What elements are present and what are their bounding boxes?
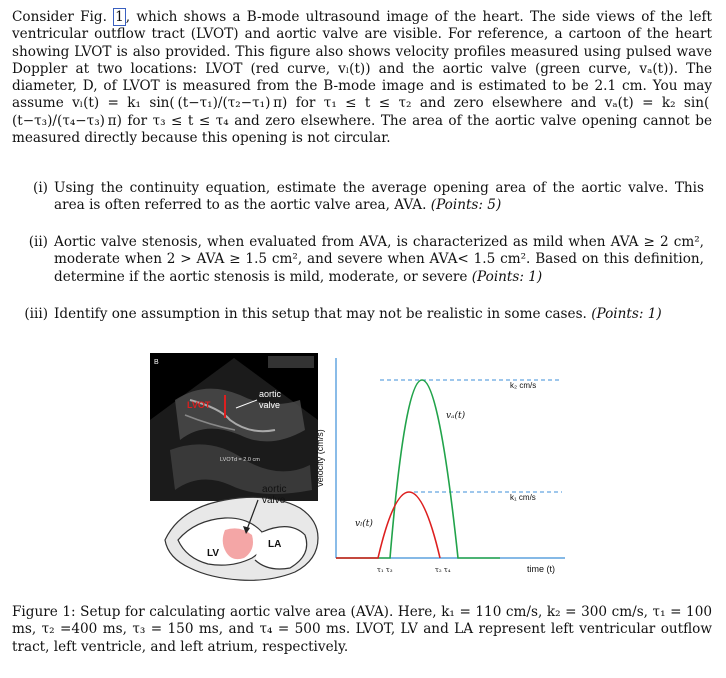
tick-tau2-tau4: τ₂ τ₄ [435,566,451,574]
lvot-label: LVOT [187,400,211,410]
question-number: (ii) [28,234,48,250]
vl-label: vₗ(t) [355,519,373,529]
cartoon-aortic-valve-label: aortic valve [262,484,287,506]
figure-1 [0,340,726,590]
question-points: (Points: 1) [471,268,543,285]
question-text: Identify one assumption in this setup that may not be realistic in some cases. (Points: 1) [54,306,662,322]
question-text: Using the continuity equation, estimate the average opening area of the aortic valve. This area is often referred to as the aortic valve area, AVA. (Points: 5) [54,180,704,214]
question-number: (iii) [24,306,48,322]
cartoon-lv-label: LV [207,548,220,559]
intro-text-body: , which shows a B-mode ultrasound image of the heart. The side views of the left ventricular outflow tract (LVOT) and aortic valve are visible. For reference, a cartoon of the heart showing LVOT is also provided. This figure also shows velocity profiles measured using pulsed wave Doppler at two locations: LVOT (red curve, vₗ(t)) and the aortic valve (green curve, vₐ(t)). The diameter, D, of LVOT is measured from the B-mode image and is estimated to be 2.1 cm. You may assume vₗ(t) = k₁ sin( (t−τ₁)/(τ₂−τ₁) π) for τ₁ ≤ t ≤ τ₂ and zero elsewhere and vₐ(t) = k₂ sin( (t−τ₃)/(τ₄−τ₃) π) for τ₃ ≤ t ≤ τ₄ and zero elsewhere. The area of the aortic valve opening cannot be measured directly because this opening is not circular. [12,9,712,147]
question-iii [20,306,704,323]
question-number: (i) [33,180,48,196]
question-i [20,180,704,215]
va-curve [336,380,500,558]
k2-label: k₂ cm/s [510,381,537,390]
va-label: vₐ(t) [446,411,466,421]
x-axis-label: time (t) [527,564,555,574]
question-points: (Points: 5) [430,197,502,214]
k1-label: k₁ cm/s [510,493,536,502]
intro-text-start: Consider Fig. [12,9,114,25]
ultrasound-image [150,353,318,501]
lvot-measurement-label: LVOTd = 2.0 cm [220,457,260,463]
figure-caption: Figure 1: Setup for calculating aortic valve area (AVA). Here, k₁ = 110 cm/s, k₂ = 300 cm/s, τ₁ = 100 ms, τ₂ =400 ms, τ₃ = 150 ms, and τ₄ = 500 ms. LVOT, LV and LA represent left ventricular outflow tract, left ventricle, and left atrium, respectively. [12,604,712,655]
figure-reference-link[interactable]: 1 [115,9,124,25]
vl-curve [336,492,440,558]
question-text: Aortic valve stenosis, when evaluated from AVA, is characterized as mild when AVA ≥ 2 cm², moderate when 2 > AVA ≥ 1.5 cm², and severe when AVA< 1.5 cm². Based on this definition, determine if the aortic stenosis is mild, moderate, or severe (Points: 1) [54,234,704,285]
velocity-plot [315,358,565,574]
ultrasound-corner-label: B [154,359,159,366]
cartoon-la-label: LA [268,539,282,550]
tick-tau1-tau3: τ₁ τ₃ [377,566,393,574]
question-points: (Points: 1) [591,306,662,322]
intro-paragraph [12,9,712,147]
y-axis-label: velocity (cm/s) [315,429,325,487]
question-ii [20,234,704,286]
ultrasound-aortic-valve-label: aortic valve [259,389,282,410]
